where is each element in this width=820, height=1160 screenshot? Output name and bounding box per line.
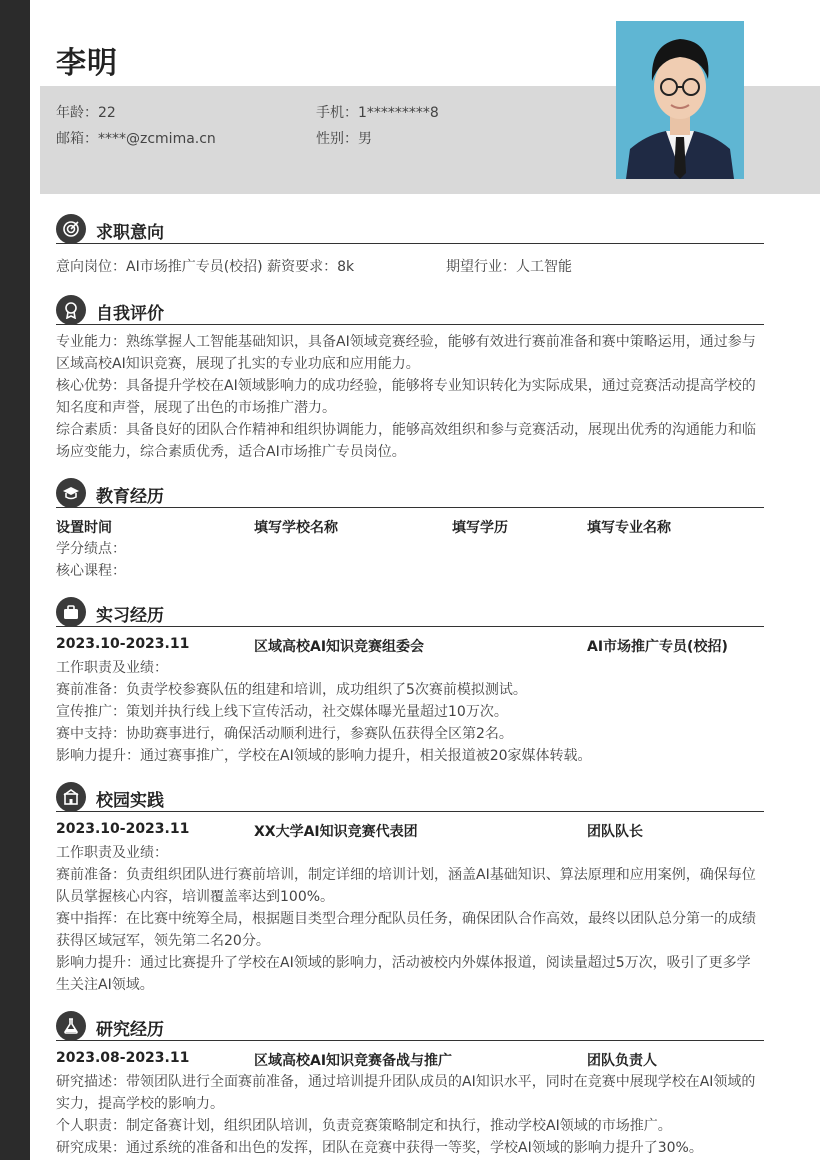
target-icon <box>56 214 86 244</box>
section-campus-practice <box>56 782 764 996</box>
section-research <box>56 1011 764 1159</box>
section-header <box>56 1011 764 1041</box>
profile-photo <box>616 21 744 179</box>
section-self-evaluation <box>56 295 764 463</box>
campus-time: 2023.10-2023.11 <box>56 821 190 837</box>
campus-line: 获得区域冠军，领先第二名20分。 <box>56 933 270 949</box>
edu-courses: 核心课程： <box>56 563 126 579</box>
self-line: 区域高校AI知识竞赛，展现了扎实的专业功底和应用能力。 <box>56 356 420 372</box>
section-title: 自我评价 <box>96 304 164 324</box>
campus-line: 生关注AI领域。 <box>56 977 154 993</box>
campus-line: 影响力提升：通过比赛提升了学校在AI领域的影响力，活动被校内外媒体报道，阅读量超过5万次，吸引了更多学 <box>56 955 751 971</box>
campus-line: 赛中指挥：在比赛中统筹全局，根据题目类型合理分配队员任务，确保团队合作高效，最终以团队总分第一的成绩 <box>56 911 756 927</box>
campus-line: 赛前准备：负责组织团队进行赛前培训，制定详细的培训计划，涵盖AI基础知识、算法原理和应用案例，确保每位 <box>56 867 756 883</box>
campus-org: XX大学AI知识竞赛代表团 <box>254 824 418 840</box>
intern-time: 2023.10-2023.11 <box>56 636 190 652</box>
edu-degree: 填写学历 <box>452 520 508 536</box>
intern-role: AI市场推广专员(校招) <box>587 639 728 655</box>
section-title: 研究经历 <box>96 1020 164 1040</box>
left-sidebar-bar <box>0 0 30 1160</box>
self-line: 专业能力：熟练掌握人工智能基础知识，具备AI领域竞赛经验，能够有效进行赛前准备和赛中策略运用，通过参与 <box>56 334 756 350</box>
email: 邮箱：****@zcmima.cn <box>56 131 216 147</box>
research-line: 个人职责：制定备赛计划，组织团队培训，负责竞赛策略制定和执行，推动学校AI领域的市场推广。 <box>56 1118 672 1134</box>
building-icon <box>56 782 86 812</box>
intern-line: 影响力提升：通过赛事推广，学校在AI领域的影响力提升，相关报道被20家媒体转载。 <box>56 748 592 764</box>
flask-icon <box>56 1011 86 1041</box>
campus-line: 工作职责及业绩： <box>56 845 168 861</box>
campus-role: 团队队长 <box>587 824 643 840</box>
intern-line: 赛前准备：负责学校参赛队伍的组建和培训，成功组织了5次赛前模拟测试。 <box>56 682 527 698</box>
campus-line: 队员掌握核心内容，培训覆盖率达到100%。 <box>56 889 335 905</box>
edu-gpa: 学分绩点： <box>56 541 126 557</box>
age: 年龄：22 <box>56 105 116 121</box>
edu-major: 填写专业名称 <box>587 520 671 536</box>
section-title: 校园实践 <box>96 791 164 811</box>
research-line: 实力，提高学校的影响力。 <box>56 1096 224 1112</box>
self-line: 综合素质：具备良好的团队合作精神和组织协调能力，能够高效组织和参与竞赛活动，展现出优秀的沟通能力和临 <box>56 422 756 438</box>
self-line: 核心优势：具备提升学校在AI领域影响力的成功经验，能够将专业知识转化为实际成果，通过竞赛活动提高学校的 <box>56 378 756 394</box>
candidate-name: 李明 <box>56 46 118 81</box>
research-line: 研究成果：通过系统的准备和出色的发挥，团队在竞赛中获得一等奖，学校AI领域的影响力提升了30%。 <box>56 1140 703 1156</box>
self-line: 知名度和声誉，展现了出色的市场推广潜力。 <box>56 400 336 416</box>
intern-line: 宣传推广：策划并执行线上线下宣传活动，社交媒体曝光量超过10万次。 <box>56 704 508 720</box>
intern-line: 赛中支持：协助赛事进行，确保活动顺利进行，参赛队伍获得全区第2名。 <box>56 726 513 742</box>
phone: 手机：1*********8 <box>316 105 439 121</box>
section-title: 求职意向 <box>96 223 164 243</box>
section-header <box>56 478 764 508</box>
gender: 性别：男 <box>316 131 372 147</box>
edu-school: 填写学校名称 <box>254 520 338 536</box>
section-header <box>56 295 764 325</box>
intern-org: 区域高校AI知识竞赛组委会 <box>254 639 425 655</box>
section-header <box>56 214 764 244</box>
section-title: 教育经历 <box>96 487 164 507</box>
section-internship <box>56 597 764 767</box>
section-education <box>56 478 764 582</box>
research-line: 研究描述：带领团队进行全面赛前准备，通过培训提升团队成员的AI知识水平，同时在竞赛中展现学校在AI领域的 <box>56 1074 756 1090</box>
briefcase-icon <box>56 597 86 627</box>
section-title: 实习经历 <box>96 606 164 626</box>
edu-time: 设置时间 <box>56 520 112 536</box>
research-org: 区域高校AI知识竞赛备战与推广 <box>254 1053 453 1069</box>
self-line: 场应变能力，综合素质优秀，适合AI市场推广专员岗位。 <box>56 444 406 460</box>
award-icon <box>56 295 86 325</box>
section-header <box>56 782 764 812</box>
section-header <box>56 597 764 627</box>
expected-industry: 期望行业：人工智能 <box>446 259 572 275</box>
graduation-cap-icon <box>56 478 86 508</box>
section-job-intention <box>56 214 764 278</box>
research-time: 2023.08-2023.11 <box>56 1050 190 1066</box>
research-role: 团队负责人 <box>587 1053 657 1069</box>
intended-position: 意向岗位：AI市场推广专员(校招) 薪资要求：8k <box>56 259 355 275</box>
intern-line: 工作职责及业绩： <box>56 660 168 676</box>
